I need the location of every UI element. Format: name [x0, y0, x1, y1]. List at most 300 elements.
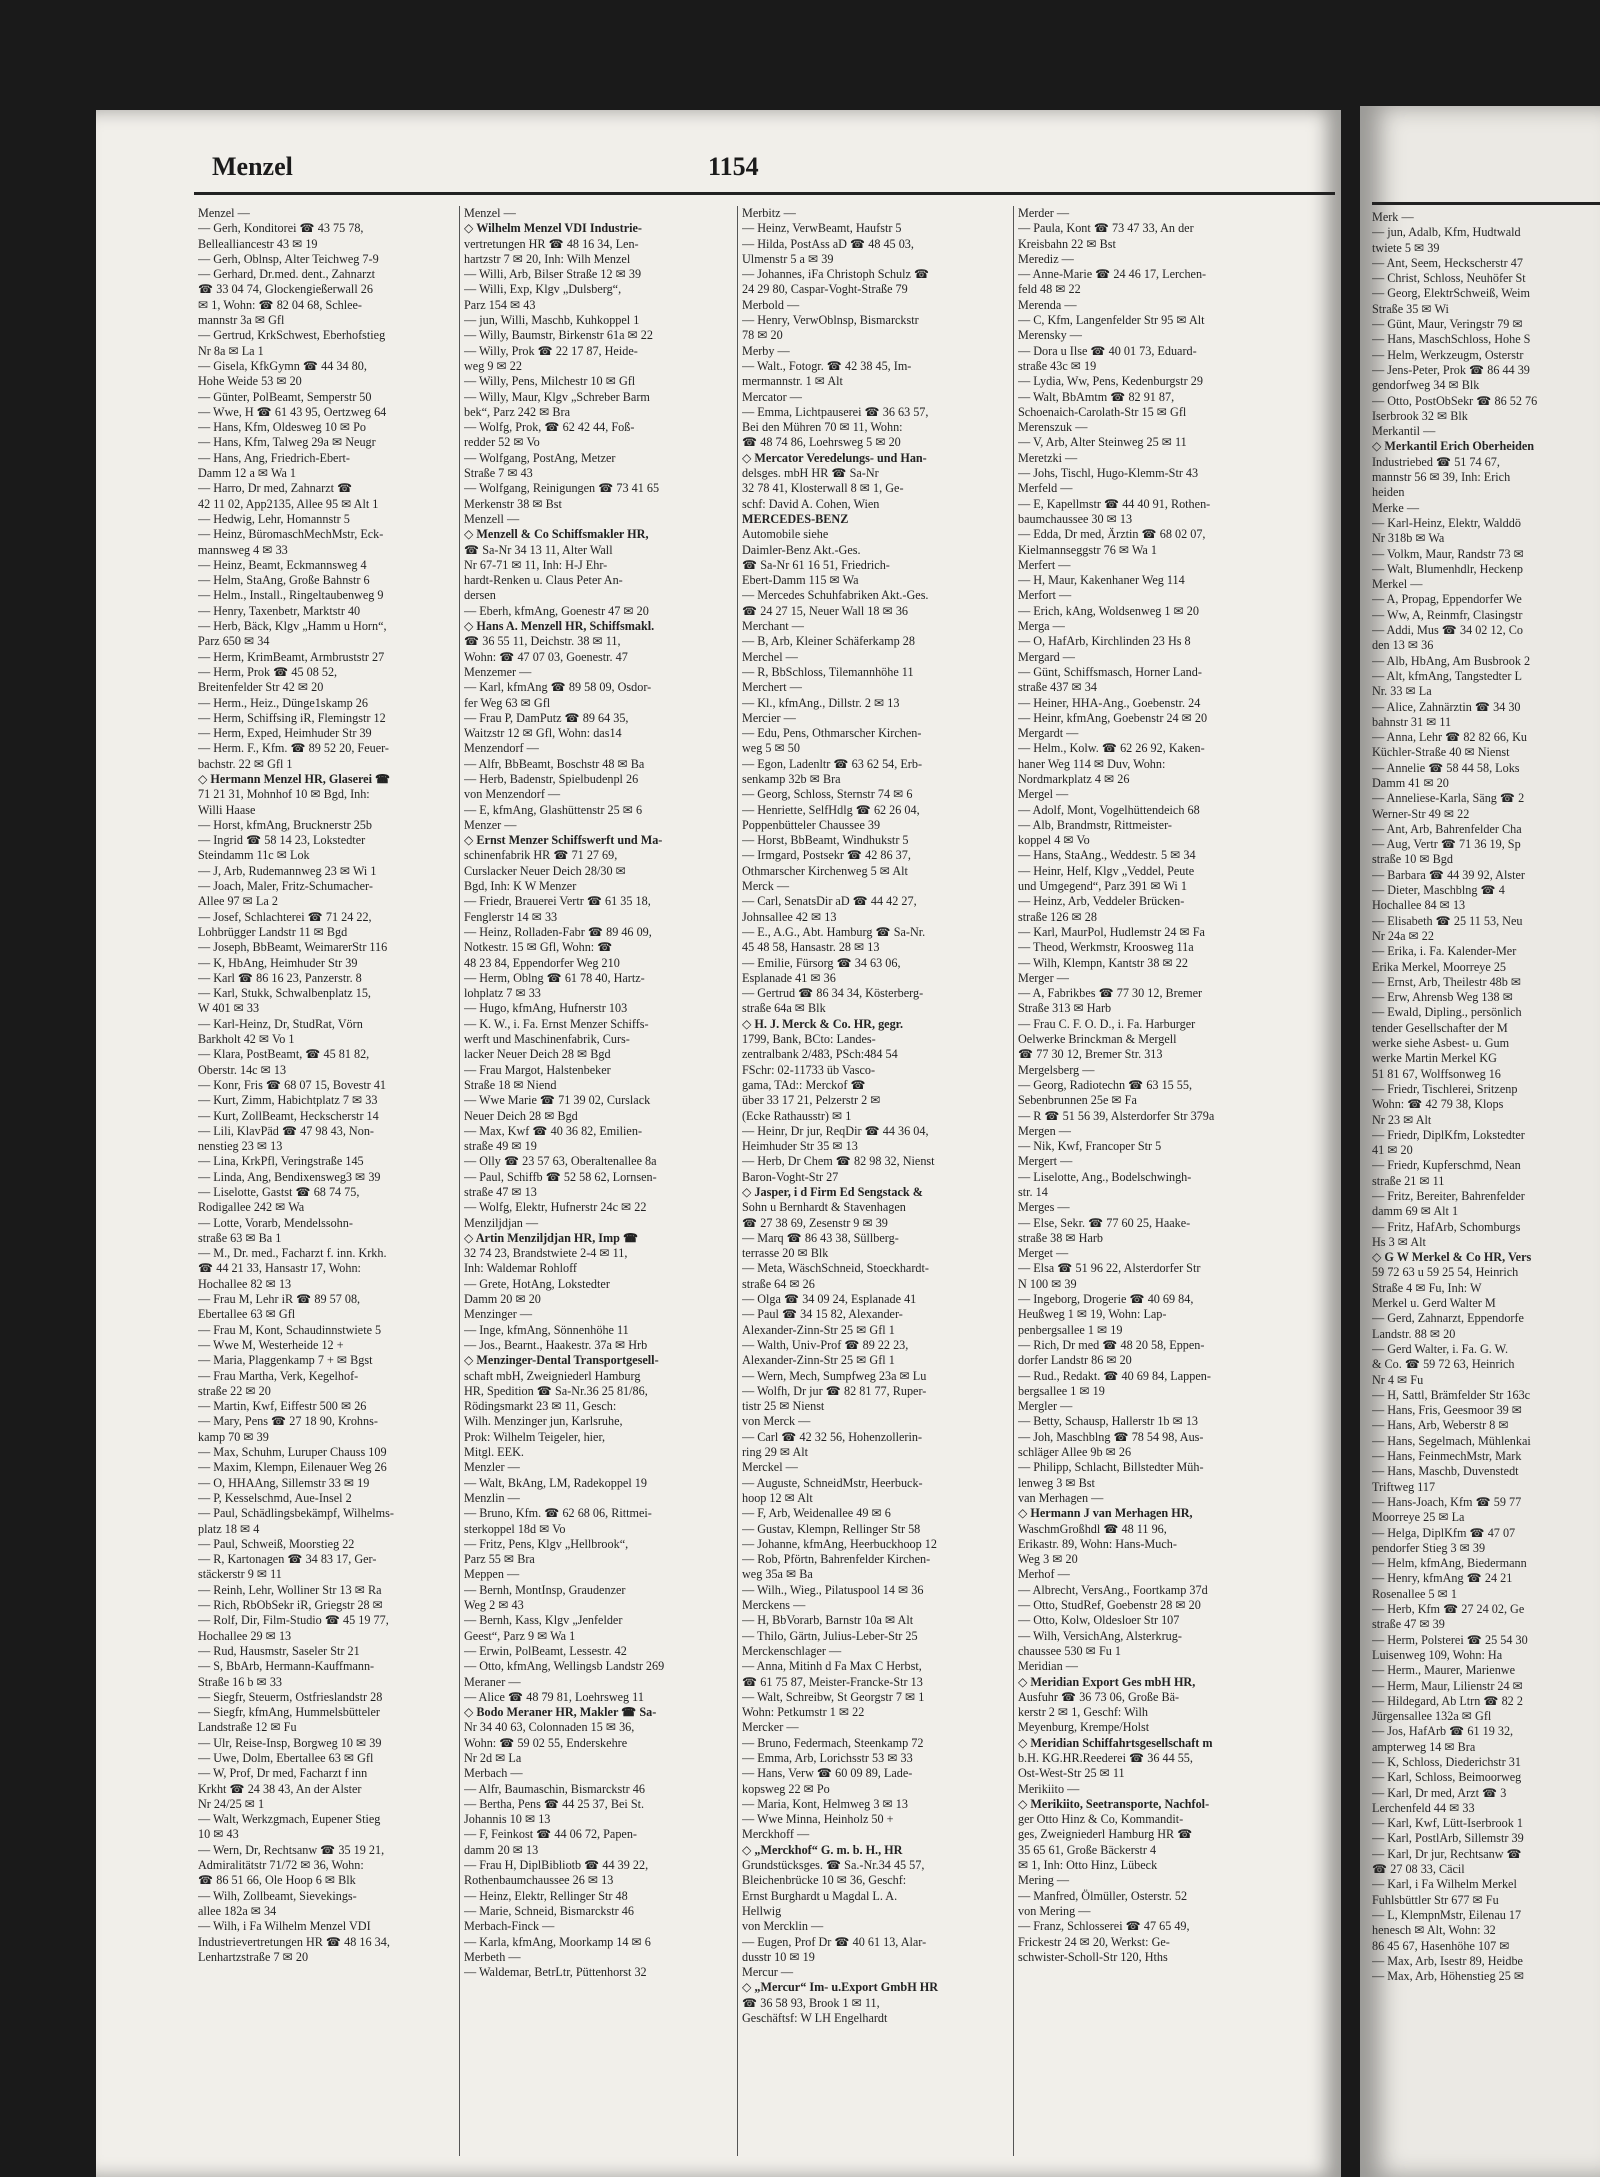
- directory-entry: Mitgl. EEK.: [464, 1445, 524, 1460]
- directory-entry: Ulmenstr 5 a ✉ 39: [742, 251, 834, 266]
- directory-entry: Merges —: [1018, 1200, 1070, 1215]
- directory-entry: senkamp 32b ✉ Bra: [742, 771, 841, 786]
- directory-entry: Wohn: ☎ 42 79 38, Klops: [1372, 1097, 1504, 1112]
- directory-entry: — Willi, Exp, Klgv „Dulsberg“,: [464, 282, 622, 297]
- directory-entry: Nr 24a ✉ 22: [1372, 928, 1434, 943]
- directory-entry: Baron-Voght-Str 27: [742, 1169, 839, 1184]
- directory-entry: Merkenstr 38 ✉ Bst: [464, 496, 562, 511]
- directory-entry: — Walt, Werkzgmach, Eupener Stieg: [198, 1812, 381, 1827]
- directory-entry: Merkel —: [1372, 577, 1423, 592]
- directory-entry: Mergen —: [1018, 1123, 1071, 1138]
- directory-entry: — Walt., Fotogr. ☎ 42 38 45, Im-: [742, 358, 912, 373]
- directory-entry: — Annelie ☎ 58 44 58, Loks: [1372, 760, 1520, 775]
- directory-entry: von Mering —: [1018, 1903, 1091, 1918]
- directory-entry: ◇ „Merckhof“ G. m. b. H., HR: [742, 1842, 903, 1857]
- directory-entry: 35 65 61, Große Bäckerstr 4: [1018, 1842, 1157, 1857]
- directory-entry: — Bruno, Federmach, Steenkamp 72: [742, 1735, 924, 1750]
- directory-entry: — Max, Arb, Isestr 89, Heidbe: [1372, 1953, 1523, 1968]
- directory-entry: Ebertallee 63 ✉ Gfl: [198, 1307, 296, 1322]
- directory-entry: — Elisabeth ☎ 25 11 53, Neu: [1372, 913, 1523, 928]
- directory-entry: — Gerd Walter, i. Fa. G. W.: [1372, 1341, 1509, 1356]
- directory-entry: vertretungen HR ☎ 48 16 34, Len-: [464, 236, 639, 251]
- directory-entry: — Dora u Ilse ☎ 40 01 73, Eduard-: [1018, 343, 1197, 358]
- directory-entry: — C, Kfm, Langenfelder Str 95 ✉ Alt: [1018, 313, 1205, 328]
- directory-entry: bergsallee 1 ✉ 19: [1018, 1383, 1105, 1398]
- directory-entry: — Heinz, Arb, Veddeler Brücken-: [1018, 894, 1185, 909]
- directory-entry: — Karl, Stukk, Schwalbenplatz 15,: [198, 986, 371, 1001]
- directory-entry: — Georg, ElektrSchweiß, Weim: [1372, 286, 1530, 301]
- directory-entry: ◇ Ernst Menzer Schiffswerft und Ma-: [464, 833, 663, 848]
- directory-entry: ◇ Hermann Menzel HR, Glaserei ☎: [198, 771, 391, 786]
- directory-entry: — Walth, Univ-Prof ☎ 89 22 23,: [742, 1337, 909, 1352]
- next-page-header-rule: [1372, 202, 1600, 205]
- directory-entry: Merchert —: [742, 680, 802, 695]
- directory-entry: ◇ Bodo Meraner HR, Makler ☎ Sa-: [464, 1705, 657, 1720]
- directory-entry: — F, Feinkost ☎ 44 06 72, Papen-: [464, 1827, 637, 1842]
- directory-entry: gendorfweg 34 ✉ Blk: [1372, 378, 1480, 393]
- directory-entry: Menzer —: [464, 817, 517, 832]
- directory-entry: straße 437 ✉ 34: [1018, 680, 1097, 695]
- directory-entry: ☎ 77 30 12, Bremer Str. 313: [1018, 1047, 1163, 1062]
- directory-entry: feld 48 ✉ 22: [1018, 282, 1081, 297]
- directory-entry: — Herb, Bäck, Klgv „Hamm u Horn“,: [198, 619, 387, 634]
- directory-entry: — K, Schloss, Diederichstr 31: [1372, 1754, 1521, 1769]
- column-divider: [737, 206, 738, 2156]
- directory-entry: Frickestr 24 ✉ 20, Werkst: Ge-: [1018, 1934, 1170, 1949]
- directory-entry: gama, TAd:: Merckof ☎: [742, 1077, 866, 1092]
- directory-entry: — Jos, HafArb ☎ 61 19 32,: [1372, 1724, 1514, 1739]
- directory-entry: — Kurt, ZollBeamt, Heckscherstr 14: [198, 1108, 379, 1123]
- directory-entry: Nr 67-71 ✉ 11, Inh: H-J Ehr-: [464, 557, 608, 572]
- directory-entry: Merkel u. Gerd Walter M: [1372, 1296, 1496, 1311]
- directory-entry: — Herm, Exped, Heimhuder Str 39: [198, 726, 372, 741]
- directory-entry: Erikastr. 89, Wohn: Hans-Much-: [1018, 1536, 1177, 1551]
- directory-entry: — Waldemar, BetrLtr, Püttenhorst 32: [464, 1965, 647, 1980]
- directory-entry: weg 35a ✉ Ba: [742, 1567, 813, 1582]
- directory-entry: Menzlin —: [464, 1490, 520, 1505]
- directory-entry: Merkantil —: [1372, 424, 1436, 439]
- directory-entry: — Henry, kfmAng ☎ 24 21: [1372, 1571, 1513, 1586]
- directory-entry: — Willy, Baumstr, Birkenstr 61a ✉ 22: [464, 328, 653, 343]
- directory-entry: — Ww, A, Reinmfr, Clasingstr: [1372, 607, 1523, 622]
- directory-entry: ☎ 36 58 93, Brook 1 ✉ 11,: [742, 1995, 880, 2010]
- directory-entry: — Heinr, Helf, Klgv „Veddel, Peute: [1018, 863, 1195, 878]
- directory-entry: — Liselotte, Ang., Bodelschwingh-: [1018, 1169, 1192, 1184]
- directory-entry: 42 11 02, App2135, Allee 95 ✉ Alt 1: [198, 496, 379, 511]
- directory-entry: ✉ 1, Inh: Otto Hinz, Lübeck: [1018, 1858, 1158, 1873]
- directory-entry: MERCEDES-BENZ: [742, 511, 849, 526]
- directory-entry: str. 14: [1018, 1185, 1048, 1199]
- directory-entry: — Herm. F., Kfm. ☎ 89 52 20, Feuer-: [198, 741, 389, 756]
- directory-entry: ◇ Hans A. Menzell HR, Schiffsmakl.: [464, 619, 655, 634]
- directory-entry: — Wilh, VersichAng, Alsterkrug-: [1018, 1628, 1182, 1643]
- directory-entry: Mercker —: [742, 1720, 799, 1735]
- directory-entry: Merckenschlager —: [742, 1643, 842, 1658]
- directory-entry: — Hans, FeinmechMstr, Mark: [1372, 1449, 1522, 1464]
- directory-entry: — S, BbArb, Hermann-Kauffmann-: [198, 1659, 375, 1674]
- directory-entry: — Helga, DiplKfm ☎ 47 07: [1372, 1525, 1516, 1540]
- directory-entry: kamp 70 ✉ 39: [198, 1429, 269, 1444]
- directory-entry: Nr 4 ✉ Fu: [1372, 1372, 1424, 1387]
- directory-entry: Straße 7 ✉ 43: [464, 466, 533, 481]
- directory-entry: — Rich, RbObSekr iR, Griegstr 28 ✉: [198, 1598, 383, 1613]
- directory-entry: — Eberh, kfmAng, Goenestr 47 ✉ 20: [464, 603, 649, 618]
- directory-entry: 32 78 41, Klosterwall 8 ✉ 1, Ge-: [742, 481, 904, 496]
- directory-entry: ☎ 33 04 74, Glockengießerwall 26: [198, 282, 373, 297]
- directory-entry: Meyenburg, Krempe/Holst: [1018, 1720, 1150, 1735]
- directory-entry: Bei den Mühren 70 ✉ 11, Wohn:: [742, 420, 903, 435]
- directory-entry: — Marie, Schneid, Bismarckstr 46: [464, 1903, 634, 1918]
- directory-entry: — Paul, Schweiß, Moorstieg 22: [198, 1536, 355, 1551]
- directory-entry: Merchant —: [742, 619, 804, 634]
- directory-entry: bek“, Parz 242 ✉ Bra: [464, 404, 570, 419]
- directory-entry: Admiralitätstr 71/72 ✉ 36, Wohn:: [198, 1858, 364, 1873]
- directory-entry: — Henriette, SelfHdlg ☎ 62 26 04,: [742, 802, 920, 817]
- directory-entry: — Konr, Fris ☎ 68 07 15, Bovestr 41: [198, 1077, 387, 1092]
- directory-entry: dusstr 10 ✉ 19: [742, 1949, 815, 1964]
- directory-entry: pendorfer Stieg 3 ✉ 39: [1372, 1540, 1486, 1555]
- directory-entry: redder 52 ✉ Vo: [464, 435, 540, 450]
- directory-entry: — Gerd, Zahnarzt, Eppendorfe: [1372, 1311, 1524, 1326]
- directory-entry: Mercur —: [742, 1965, 794, 1980]
- directory-entry: kopsweg 22 ✉ Po: [742, 1781, 830, 1796]
- directory-entry: — Frau C. F. O. D., i. Fa. Harburger: [1018, 1016, 1196, 1031]
- directory-entry: hardt-Renken u. Claus Peter An-: [464, 573, 623, 588]
- directory-entry: Merder —: [1018, 206, 1070, 220]
- directory-entry: Nr 34 40 63, Colonnaden 15 ✉ 36,: [464, 1720, 635, 1735]
- directory-entry: Erika Merkel, Moorreye 25: [1372, 959, 1507, 974]
- directory-entry: — Erw, Ahrensb Weg 138 ✉: [1372, 990, 1513, 1005]
- directory-page: [96, 110, 1341, 2177]
- directory-entry: 51 81 67, Wolffsonweg 16: [1372, 1066, 1501, 1081]
- directory-entry: — Max, Kwf ☎ 40 36 82, Emilien-: [464, 1123, 642, 1138]
- directory-entry: Industrievertretungen HR ☎ 48 16 34,: [198, 1934, 390, 1949]
- directory-entry: Straße 4 ✉ Fu, Inh: W: [1372, 1280, 1482, 1295]
- directory-entry: — Hans, MaschSchloss, Hohe S: [1372, 332, 1531, 347]
- directory-entry: — Karl, MaurPol, Hudlemstr 24 ✉ Fa: [1018, 924, 1205, 939]
- directory-entry: 10 ✉ 43: [198, 1827, 239, 1842]
- directory-entry: — Wern, Dr, Rechtsanw ☎ 35 19 21,: [198, 1842, 385, 1857]
- directory-entry: — Hans, Ang, Friedrich-Ebert-: [198, 450, 350, 465]
- directory-entry: — Karl ☎ 86 16 23, Panzerstr. 8: [198, 970, 362, 985]
- directory-entry: Merbach-Finck —: [464, 1919, 555, 1934]
- directory-entry: — Hugo, kfmAng, Hufnerstr 103: [464, 1001, 628, 1016]
- directory-entry: — Karl, PostlArb, Sillemstr 39: [1372, 1831, 1524, 1846]
- directory-entry: — Wolfg, Elektr, Hufnerstr 24c ✉ 22: [464, 1200, 647, 1215]
- directory-entry: werke Martin Merkel KG: [1372, 1051, 1497, 1066]
- directory-entry: Sohn u Bernhardt & Stavenhagen: [742, 1200, 906, 1215]
- directory-entry: — Franz, Schlosserei ☎ 47 65 49,: [1018, 1919, 1190, 1934]
- directory-entry: — F, Arb, Weidenallee 49 ✉ 6: [742, 1506, 891, 1521]
- directory-entry: Fenglerstr 14 ✉ 33: [464, 909, 558, 924]
- directory-entry: — Helm., Install., Ringeltaubenweg 9: [198, 588, 384, 603]
- directory-entry: — Klara, PostBeamt, ☎ 45 81 82,: [198, 1047, 370, 1062]
- directory-entry: tender Gesellschafter der M: [1372, 1020, 1508, 1035]
- directory-entry: & Co. ☎ 59 72 63, Heinrich: [1372, 1357, 1515, 1372]
- directory-entry: von Merck —: [742, 1414, 811, 1429]
- directory-entry: — Wilh, i Fa Wilhelm Menzel VDI: [198, 1919, 371, 1934]
- directory-entry: Weg 2 ✉ 43: [464, 1598, 524, 1613]
- directory-entry: Nr 318b ✉ Wa: [1372, 531, 1445, 546]
- directory-entry: Merbach —: [464, 1766, 523, 1781]
- directory-entry: Wohn: ☎ 59 02 55, Enderskehre: [464, 1735, 628, 1750]
- directory-entry: Nr 8a ✉ La 1: [198, 343, 264, 358]
- directory-entry: Neuer Deich 28 ✉ Bgd: [464, 1108, 578, 1123]
- directory-entry: — Kurt, Zimm, Habichtplatz 7 ✉ 33: [198, 1093, 378, 1108]
- directory-entry: Menziljdjan —: [464, 1215, 539, 1230]
- directory-entry: — Aug, Vertr ☎ 71 36 19, Sp: [1372, 837, 1521, 852]
- directory-entry: van Merhagen —: [1018, 1490, 1104, 1505]
- directory-entry: Lerchenfeld 44 ✉ 33: [1372, 1800, 1475, 1815]
- directory-entry: Nr. 33 ✉ La: [1372, 684, 1432, 699]
- directory-entry: — Meta, WäschSchneid, Stoeckhardt-: [742, 1261, 929, 1276]
- directory-entry: — Alfr, BbBeamt, Boschstr 48 ✉ Ba: [464, 756, 645, 771]
- directory-entry: Johannis 10 ✉ 13: [464, 1812, 551, 1827]
- directory-entry: — Heiner, HHA-Ang., Goebenstr. 24: [1018, 695, 1201, 710]
- directory-entry: — E., A.G., Abt. Hamburg ☎ Sa-Nr.: [742, 924, 926, 939]
- directory-entry: Straße 16 b ✉ 33: [198, 1674, 283, 1689]
- directory-entry: — Theod, Werkmstr, Kroosweg 11a: [1018, 940, 1194, 955]
- directory-entry: — Herm, Schiffsing iR, Flemingstr 12: [198, 710, 386, 725]
- directory-entry: schaft mbH, Zweigniederl Hamburg: [464, 1368, 641, 1383]
- directory-entry: — Gerhard, Dr.med. dent., Zahnarzt: [198, 267, 375, 282]
- directory-entry: Alexander-Zinn-Str 25 ✉ Gfl 1: [742, 1353, 895, 1368]
- directory-entry: — Olly ☎ 23 57 63, Oberaltenallee 8a: [464, 1154, 657, 1169]
- directory-entry: — Frau P, DamPutz ☎ 89 64 35,: [464, 710, 629, 725]
- directory-entry: — Gerh, Oblnsp, Alter Teichweg 7-9: [198, 251, 379, 266]
- directory-entry: — Karl, Kwf, Lütt-Iserbrook 1: [1372, 1816, 1523, 1831]
- directory-entry: — B, Arb, Kleiner Schäferkamp 28: [742, 634, 915, 649]
- directory-entry: — H, Sattl, Brämfelder Str 163c: [1372, 1387, 1531, 1402]
- directory-entry: Geschäftsf: W LH Engelhardt: [742, 2011, 888, 2026]
- directory-entry: — M., Dr. med., Facharzt f. inn. Krkh.: [198, 1246, 387, 1261]
- directory-entry: Grundstücksges. ☎ Sa.-Nr.34 45 57,: [742, 1858, 925, 1873]
- directory-entry: — Erika, i. Fa. Kalender-Mer: [1372, 944, 1517, 959]
- directory-entry: — Josef, Schlachterei ☎ 71 24 22,: [198, 909, 372, 924]
- directory-entry: — Nik, Kwf, Francoper Str 5: [1018, 1139, 1162, 1154]
- directory-entry: — Otto, kfmAng, Wellingsb Landstr 269: [464, 1659, 665, 1674]
- directory-entry: Ausfuhr ☎ 36 73 06, Große Bä-: [1018, 1689, 1180, 1704]
- directory-entry: — Hans, Kfm, Oldesweg 10 ✉ Po: [198, 420, 366, 435]
- directory-entry: schwister-Scholl-Str 120, Hths: [1018, 1949, 1168, 1964]
- directory-entry: — Herb, Badenstr, Spielbudenpl 26: [464, 771, 639, 786]
- directory-entry: — Dieter, Maschblng ☎ 4: [1372, 883, 1505, 898]
- directory-entry: — Hedwig, Lehr, Homannstr 5: [198, 511, 350, 526]
- directory-entry: Merediz —: [1018, 251, 1074, 266]
- directory-entry: lohplatz 7 ✉ 33: [464, 986, 541, 1001]
- directory-entry: mannstr 3a ✉ Gfl: [198, 313, 285, 328]
- directory-entry: Oelwerke Brinckman & Mergell: [1018, 1032, 1177, 1047]
- next-page-edge: [1360, 106, 1600, 2177]
- directory-entry: — Bruno, Kfm. ☎ 62 68 06, Rittmei-: [464, 1506, 652, 1521]
- directory-entry: — Wwe, H ☎ 61 43 95, Oertzweg 64: [198, 404, 387, 419]
- directory-entry: — Willy, Maur, Klgv „Schreber Barm: [464, 389, 650, 404]
- directory-entry: Parz 650 ✉ 34: [198, 634, 270, 649]
- directory-entry: Mergelsberg —: [1018, 1062, 1095, 1077]
- directory-entry: — Wwe M, Westerheide 12 +: [198, 1337, 344, 1352]
- directory-entry: — Willy, Prok ☎ 22 17 87, Heide-: [464, 343, 638, 358]
- directory-entry: — E, kfmAng, Glashüttenstr 25 ✉ 6: [464, 802, 643, 817]
- directory-entry: Menzinger —: [464, 1307, 533, 1322]
- directory-entry: — Heinz, Rolladen-Fabr ☎ 89 46 09,: [464, 924, 652, 939]
- directory-entry: nenstieg 23 ✉ 13: [198, 1139, 283, 1154]
- directory-entry: — Ant, Arb, Bahrenfelder Cha: [1372, 821, 1522, 836]
- directory-entry: — Anna, Mitinh d Fa Max C Herbst,: [742, 1659, 922, 1674]
- directory-entry: — Erich, kAng, Woldsenweg 1 ✉ 20: [1018, 603, 1199, 618]
- directory-entry: Nr 2d ✉ La: [464, 1750, 522, 1765]
- directory-entry: Rothenbaumchaussee 26 ✉ 13: [464, 1873, 614, 1888]
- directory-entry: ✉ 1, Wohn: ☎ 82 04 68, Schlee-: [198, 297, 362, 312]
- directory-entry: — Elsa ☎ 51 96 22, Alsterdorfer Str: [1018, 1261, 1201, 1276]
- directory-entry: — Otto, Kolw, Oldesloer Str 107: [1018, 1613, 1180, 1628]
- directory-entry: — Horst, BbBeamt, Windhukstr 5: [742, 833, 909, 848]
- directory-entry: — Joach, Maler, Fritz-Schumacher-: [198, 879, 373, 894]
- directory-entry: Straße 18 ✉ Niend: [464, 1077, 557, 1092]
- directory-entry: weg 9 ✉ 22: [464, 358, 522, 373]
- directory-entry: Hohe Weide 53 ✉ 20: [198, 374, 302, 389]
- directory-entry: Meretzki —: [1018, 450, 1078, 465]
- directory-entry: — Karla, kfmAng, Moorkamp 14 ✉ 6: [464, 1934, 651, 1949]
- directory-entry: — Auguste, SchneidMstr, Heerbuck-: [742, 1475, 923, 1490]
- directory-entry: — Walt, Schreibw, St Georgstr 7 ✉ 1: [742, 1689, 925, 1704]
- directory-entry: Merby —: [742, 343, 790, 358]
- directory-entry: — Siegfr, Steuerm, Ostfrieslandstr 28: [198, 1689, 383, 1704]
- directory-entry: — Herm, Prok ☎ 45 08 52,: [198, 664, 338, 679]
- directory-entry: Automobile siehe: [742, 527, 829, 542]
- directory-entry: — A, Fabrikbes ☎ 77 30 12, Bremer: [1018, 986, 1203, 1001]
- directory-entry: baumchaussee 30 ✉ 13: [1018, 511, 1133, 526]
- directory-entry: bahnstr 31 ✉ 11: [1372, 714, 1452, 729]
- directory-entry: — Edda, Dr med, Ärztin ☎ 68 02 07,: [1018, 527, 1206, 542]
- directory-entry: — Alice, Zahnärztin ☎ 34 30: [1372, 699, 1521, 714]
- directory-entry: — Paul ☎ 34 15 82, Alexander-: [742, 1307, 903, 1322]
- directory-entry: straße 38 ✉ Harb: [1018, 1230, 1104, 1245]
- directory-entry: lacker Neuer Deich 28 ✉ Bgd: [464, 1047, 611, 1062]
- directory-entry: ring 29 ✉ Alt: [742, 1445, 809, 1460]
- directory-entry: — J, Arb, Rudemannweg 23 ✉ Wi 1: [198, 863, 377, 878]
- directory-entry: ◇ „Mercur“ Im- u.Export GmbH HR: [742, 1980, 939, 1995]
- directory-entry: Damm 41 ✉ 20: [1372, 775, 1449, 790]
- directory-entry: ☎ 86 51 66, Ole Hoop 6 ✉ Blk: [198, 1873, 356, 1888]
- directory-entry: Curslacker Neuer Deich 28/30 ✉: [464, 863, 626, 878]
- directory-entry: — Max, Arb, Höhenstieg 25 ✉: [1372, 1969, 1525, 1984]
- directory-entry: Wilh. Menzinger jun, Karlsruhe,: [464, 1414, 623, 1429]
- directory-entry: — Wwe Minna, Heinholz 50 +: [742, 1812, 894, 1827]
- directory-entry: — Olga ☎ 34 09 24, Esplanade 41: [742, 1292, 917, 1307]
- directory-entry: Menzell —: [464, 511, 520, 526]
- directory-entry: penbergsallee 1 ✉ 19: [1018, 1322, 1123, 1337]
- directory-entry: Nr 24/25 ✉ 1: [198, 1796, 265, 1811]
- directory-entry: Merhof —: [1018, 1567, 1070, 1582]
- directory-entry: Hochallee 82 ✉ 13: [198, 1276, 292, 1291]
- directory-entry: — Emma, Lichtpauserei ☎ 36 63 57,: [742, 404, 929, 419]
- directory-entry: — Otto, StudRef, Goebenstr 28 ✉ 20: [1018, 1598, 1201, 1613]
- directory-entry: — R ☎ 51 56 39, Alsterdorfer Str 379a: [1018, 1108, 1215, 1123]
- directory-entry: Menzel —: [198, 206, 250, 220]
- directory-entry: FSchr: 02-11733 üb Vasco-: [742, 1062, 876, 1077]
- directory-entry: Fuhlsbüttler Str 677 ✉ Fu: [1372, 1892, 1499, 1907]
- directory-entry: hoop 12 ✉ Alt: [742, 1490, 813, 1505]
- directory-entry: Meraner —: [464, 1674, 521, 1689]
- directory-entry: dorfer Landstr 86 ✉ 20: [1018, 1353, 1132, 1368]
- directory-entry: — Johannes, iFa Christoph Schulz ☎: [742, 267, 930, 282]
- directory-entry: heiden: [1372, 485, 1405, 500]
- directory-entry: ☎ 44 21 33, Hansastr 17, Wohn:: [198, 1261, 361, 1276]
- directory-entry: Menzemer —: [464, 664, 532, 679]
- directory-entry: ☎ 27 08 33, Cäcil: [1372, 1862, 1465, 1877]
- directory-entry: ges, Zweigniederl Hamburg HR ☎: [1018, 1827, 1193, 1842]
- directory-entry: — Carl ☎ 42 32 56, Hohenzollerin-: [742, 1429, 923, 1444]
- directory-entry: ☎ 27 38 69, Zesenstr 9 ✉ 39: [742, 1215, 888, 1230]
- directory-entry: — Herm, Polsterei ☎ 25 54 30: [1372, 1632, 1528, 1647]
- directory-entry: — Karl, Schloss, Beimoorweg: [1372, 1770, 1522, 1785]
- directory-entry: — Emilie, Fürsorg ☎ 34 63 06,: [742, 955, 901, 970]
- directory-entry: Nordmarkplatz 4 ✉ 26: [1018, 771, 1130, 786]
- directory-entry: — Bernh, Kass, Klgv „Jenfelder: [464, 1613, 623, 1628]
- directory-entry: — Adolf, Mont, Vogelhüttendeich 68: [1018, 802, 1200, 817]
- directory-entry: straße 21 ✉ 11: [1372, 1173, 1445, 1188]
- directory-entry: platz 18 ✉ 4: [198, 1521, 260, 1536]
- directory-entry: Merbeth —: [464, 1949, 521, 1964]
- column-divider: [459, 206, 460, 2156]
- directory-entry: — Wilh., Wieg., Pilatuspool 14 ✉ 36: [742, 1582, 924, 1597]
- directory-entry: Merenszuk —: [1018, 420, 1088, 435]
- directory-entry: henesch ✉ Alt, Wohn: 32: [1372, 1923, 1496, 1938]
- directory-entry: — Wilh, Zollbeamt, Sievekings-: [198, 1888, 357, 1903]
- directory-entry: — O, HafArb, Kirchlinden 23 Hs 8: [1018, 634, 1191, 649]
- directory-entry: — Wolfh, Dr jur ☎ 82 81 77, Ruper-: [742, 1383, 927, 1398]
- directory-entry: Esplanade 41 ✉ 36: [742, 970, 836, 985]
- directory-entry: Merfort —: [1018, 588, 1072, 603]
- directory-entry: Oberstr. 14c ✉ 13: [198, 1062, 287, 1077]
- directory-entry: stäckerstr 9 ✉ 11: [198, 1567, 282, 1582]
- directory-entry: Merk —: [1372, 210, 1414, 224]
- directory-entry: Lohbrügger Landstr 11 ✉ Bgd: [198, 924, 348, 939]
- directory-entry: 71 21 31, Mohnhof 10 ✉ Bgd, Inh:: [198, 787, 370, 802]
- directory-entry: — Mercedes Schuhfabriken Akt.-Ges.: [742, 588, 929, 603]
- directory-entry: — Georg, Schloss, Sternstr 74 ✉ 6: [742, 787, 913, 802]
- directory-entry: — A, Propag, Eppendorfer We: [1372, 592, 1522, 607]
- directory-entry: — Bernh, MontInsp, Graudenzer: [464, 1582, 626, 1597]
- directory-entry: — Wilh, Klempn, Kantstr 38 ✉ 22: [1018, 955, 1188, 970]
- directory-entry: Merensky —: [1018, 328, 1082, 343]
- directory-entry: — Hans, Verw ☎ 60 09 89, Lade-: [742, 1766, 913, 1781]
- directory-entry: 45 48 58, Hansastr. 28 ✉ 13: [742, 940, 880, 955]
- directory-column-2: [464, 206, 734, 2156]
- directory-entry: — Uwe, Dolm, Ebertallee 63 ✉ Gfl: [198, 1750, 374, 1765]
- directory-entry: — Georg, Radiotechn ☎ 63 15 55,: [1018, 1077, 1193, 1092]
- directory-entry: Merbold —: [742, 297, 800, 312]
- directory-entry: — Gustav, Klempn, Rellinger Str 58: [742, 1521, 921, 1536]
- directory-entry: — E, Kapellmstr ☎ 44 40 91, Rothen-: [1018, 496, 1211, 511]
- directory-entry: — Manfred, Ölmüller, Osterstr. 52: [1018, 1888, 1188, 1903]
- directory-entry: — O, HHAAng, Sillemstr 33 ✉ 19: [198, 1475, 370, 1490]
- directory-entry: Nr 23 ✉ Alt: [1372, 1112, 1432, 1127]
- directory-entry: — Rob, Pförtn, Bahrenfelder Kirchen-: [742, 1552, 931, 1567]
- directory-entry: Meppen —: [464, 1567, 520, 1582]
- directory-entry: Waitzstr 12 ✉ Gfl, Wohn: das14: [464, 726, 622, 741]
- directory-entry: — Reinh, Lehr, Wolliner Str 13 ✉ Ra: [198, 1582, 382, 1597]
- directory-entry: — Hans, Arb, Weberstr 8 ✉: [1372, 1418, 1509, 1433]
- directory-entry: schf: David A. Cohen, Wien: [742, 496, 880, 511]
- directory-entry: Wohn: Petkumstr 1 ✉ 22: [742, 1705, 865, 1720]
- directory-entry: — K. W., i. Fa. Ernst Menzer Schiffs-: [464, 1016, 649, 1031]
- directory-entry: straße 43c ✉ 19: [1018, 358, 1097, 373]
- directory-entry: — Gisela, KfkGymn ☎ 44 34 80,: [198, 358, 367, 373]
- directory-entry: — Kl., kfmAng., Dillstr. 2 ✉ 13: [742, 695, 900, 710]
- directory-entry: ◇ G W Merkel & Co HR, Vers: [1372, 1250, 1532, 1265]
- directory-entry: 41 ✉ 20: [1372, 1143, 1413, 1158]
